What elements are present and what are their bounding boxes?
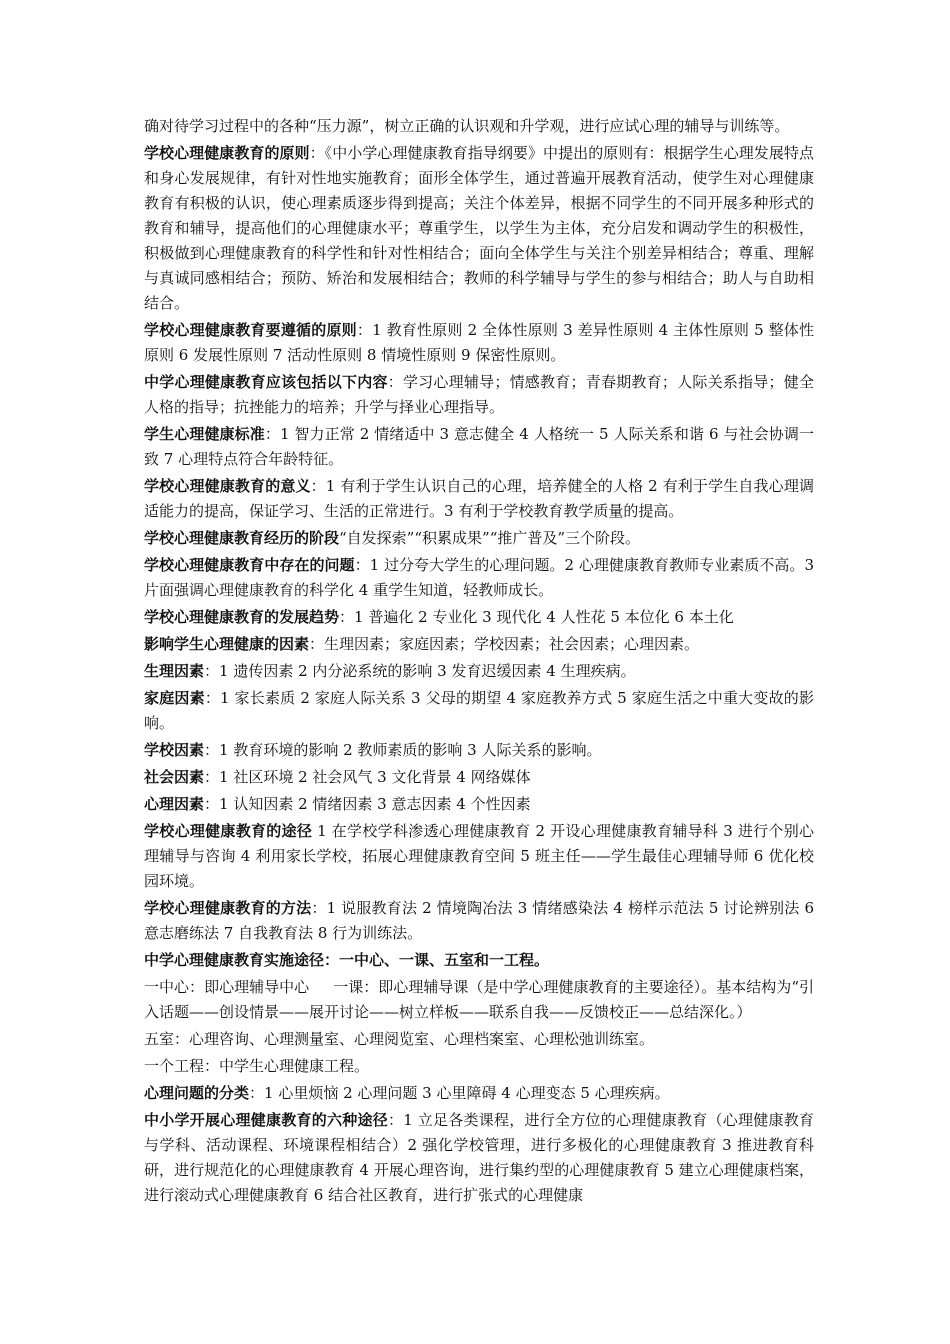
paragraph-text: 1 在学校学科渗透心理健康教育 2 开设心理健康教育辅导科 3 进行个别心理辅导与咨询 4 利用家长学校，拓展心理健康教育空间 5 班主任——学生最佳心理辅导师 6 优化校园环境。: [144, 822, 814, 890]
paragraph-trends: [144, 605, 814, 630]
paragraph-approaches: [144, 819, 814, 894]
paragraph-text: ：1 社区环境 2 社会风气 3 文化背景 4 网络媒体: [204, 768, 531, 786]
paragraph-text: ：1 说服教育法 2 情境陶冶法 3 情绪感染法 4 榜样示范法 5 讨论辨别法 6 意志磨练法 7 自我教育法 8 行为训练法。: [144, 899, 814, 942]
paragraph-contents: [144, 370, 814, 420]
paragraph-family: [144, 686, 814, 736]
paragraph-heading: 学校因素: [144, 741, 205, 759]
paragraph-one-project: [144, 1054, 814, 1079]
paragraph-heading: 学校心理健康教育的方法: [144, 899, 312, 917]
paragraph-heading: 心理问题的分类: [144, 1084, 250, 1102]
paragraph-heading: 学校心理健康教育的原则: [144, 144, 310, 162]
paragraph-problem-types: [144, 1081, 814, 1106]
paragraph-heading: 中学心理健康教育应该包括以下内容: [144, 373, 388, 391]
one-project-text: 一个工程：中学生心理健康工程。: [144, 1057, 370, 1075]
paragraph-center-course: [144, 975, 814, 1025]
paragraph-text: ：1 家长素质 2 家庭人际关系 3 父母的期望 4 家庭教养方式 5 家庭生活之中重大变故的影响。: [144, 689, 814, 732]
document-page: [144, 114, 814, 1208]
paragraph-heading: 学校心理健康教育经历的阶段: [144, 529, 340, 547]
one-center-text: 一中心：即心理辅导中心: [144, 978, 310, 996]
paragraph-heading: 学生心理健康标准: [144, 425, 265, 443]
paragraph-heading: 家庭因素: [144, 689, 205, 707]
paragraph-methods: [144, 896, 814, 946]
paragraph-text: ：1 过分夸大学生的心理问题。2 心理健康教育教师专业素质不高。3 片面强调心理健康教育的科学化 4 重学生知道，轻教师成长。: [144, 556, 814, 599]
paragraph-problems: [144, 553, 814, 603]
paragraph-standards: [144, 422, 814, 472]
paragraph-text: ：1 有利于学生认识自己的心理，培养健全的人格 2 有利于学生自我心理调适能力的提高，保证学习、生活的正常进行。3 有利于学校教育教学质量的提高。: [144, 477, 814, 520]
paragraph-heading: 学校心理健康教育的意义: [144, 477, 311, 495]
paragraph-text: “自发探索”“积累成果”“推广普及”三个阶段。: [339, 529, 641, 547]
paragraph-psychological: [144, 792, 814, 817]
paragraph-heading: 学校心理健康教育要遵循的原则: [144, 321, 357, 339]
paragraph-heading: 心理因素: [144, 795, 205, 813]
paragraph-stages: [144, 526, 814, 551]
paragraph-follow-principles: [144, 318, 814, 368]
paragraph-heading: 学校心理健康教育的发展趋势: [144, 608, 340, 626]
paragraph-heading: 学校心理健康教育中存在的问题: [144, 556, 355, 574]
paragraph-heading: 生理因素: [144, 662, 205, 680]
paragraph-text: ：1 普遍化 2 专业化 3 现代化 4 人性花 5 本位化 6 本土化: [339, 608, 734, 626]
paragraph-intro: [144, 114, 814, 139]
paragraph-text: ：1 教育环境的影响 2 教师素质的影响 3 人际关系的影响。: [204, 741, 602, 759]
paragraph-text: 确对待学习过程中的各种“压力源”，树立正确的认识观和升学观，进行应试心理的辅导与训练等。: [144, 117, 790, 135]
paragraph-heading: 学校心理健康教育的途径: [144, 822, 313, 840]
paragraph-factors: [144, 632, 814, 657]
paragraph-heading: 社会因素: [144, 768, 205, 786]
paragraph-text: ：1 立足各类课程，进行全方位的心理健康教育（心理健康教育与学科、活动课程、环境课程相结合）2 强化学校管理，进行多极化的心理健康教育 3 推进教育科研，进行规范化的心理健康教育 4 开展心理咨询，进行集约型的心理健康教育 5 建立心理健康档案，进行滚动式心理健康教育 6 结合社区教育，进行扩张式的心理健康: [144, 1111, 814, 1204]
paragraph-principles: [144, 141, 814, 316]
paragraph-implementation: [144, 948, 814, 973]
paragraph-text: ：生理因素；家庭因素；学校因素；社会因素；心理因素。: [309, 635, 700, 653]
paragraph-text: ：1 智力正常 2 情绪适中 3 意志健全 4 人格统一 5 人际关系和谐 6 与社会协调一致 7 心理特点符合年龄特征。: [144, 425, 814, 468]
paragraph-five-rooms: [144, 1027, 814, 1052]
paragraph-text: ：《中小学心理健康教育指导纲要》中提出的原则有：根据学生心理发展特点和身心发展规律，有针对性地实施教育；面形全体学生，通过普遍开展教育活动，使学生对心理健康教育有积极的认识，使心理素质逐步得到提高；关注个体差异，根据不同学生的不同开展多种形式的教育和辅导，提高他们的心理健康水平；尊重学生，以学生为主体，充分启发和调动学生的积极性，积极做到心理健康教育的科学性和针对性相结合；面向全体学生与关注个别差异相结合；尊重、理解与真诚同感相结合；预防、矫治和发展相结合；教师的科学辅导与学生的参与相结合；助人与自助相结合。: [144, 144, 814, 312]
five-rooms-text: 五室：心理咨询、心理测量室、心理阅览室、心理档案室、心理松弛训练室。: [144, 1030, 655, 1048]
paragraph-heading: 影响学生心理健康的因素: [144, 635, 310, 653]
paragraph-social: [144, 765, 814, 790]
paragraph-school: [144, 738, 814, 763]
paragraph-six-approaches: [144, 1108, 814, 1208]
paragraph-text: ：1 认知因素 2 情绪因素 3 意志因素 4 个性因素: [204, 795, 531, 813]
paragraph-heading: 中小学开展心理健康教育的六种途径: [144, 1111, 388, 1129]
one-course-text: 一课：即心理辅导课（是中学心理健康教育的主要途径）。基本结构为“引入话题——创设情景——展开讨论——树立样板——联系自我——反馈校正——总结深化。）: [144, 978, 814, 1021]
paragraph-significance: [144, 474, 814, 524]
paragraph-physiological: [144, 659, 814, 684]
paragraph-heading: 中学心理健康教育实施途径：一中心、一课、五室和一工程。: [144, 951, 550, 969]
paragraph-text: ：1 遗传因素 2 内分泌系统的影响 3 发育迟缓因素 4 生理疾病。: [204, 662, 636, 680]
paragraph-text: ：学习心理辅导；情感教育；青春期教育；人际关系指导；健全人格的指导；抗挫能力的培养；升学与择业心理指导。: [144, 373, 814, 416]
paragraph-text: ：1 教育性原则 2 全体性原则 3 差异性原则 4 主体性原则 5 整体性原则 6 发展性原则 7 活动性原则 8 情境性原则 9 保密性原则。: [144, 321, 814, 364]
paragraph-text: ：1 心里烦恼 2 心理问题 3 心里障碍 4 心理变态 5 心理疾病。: [249, 1084, 670, 1102]
